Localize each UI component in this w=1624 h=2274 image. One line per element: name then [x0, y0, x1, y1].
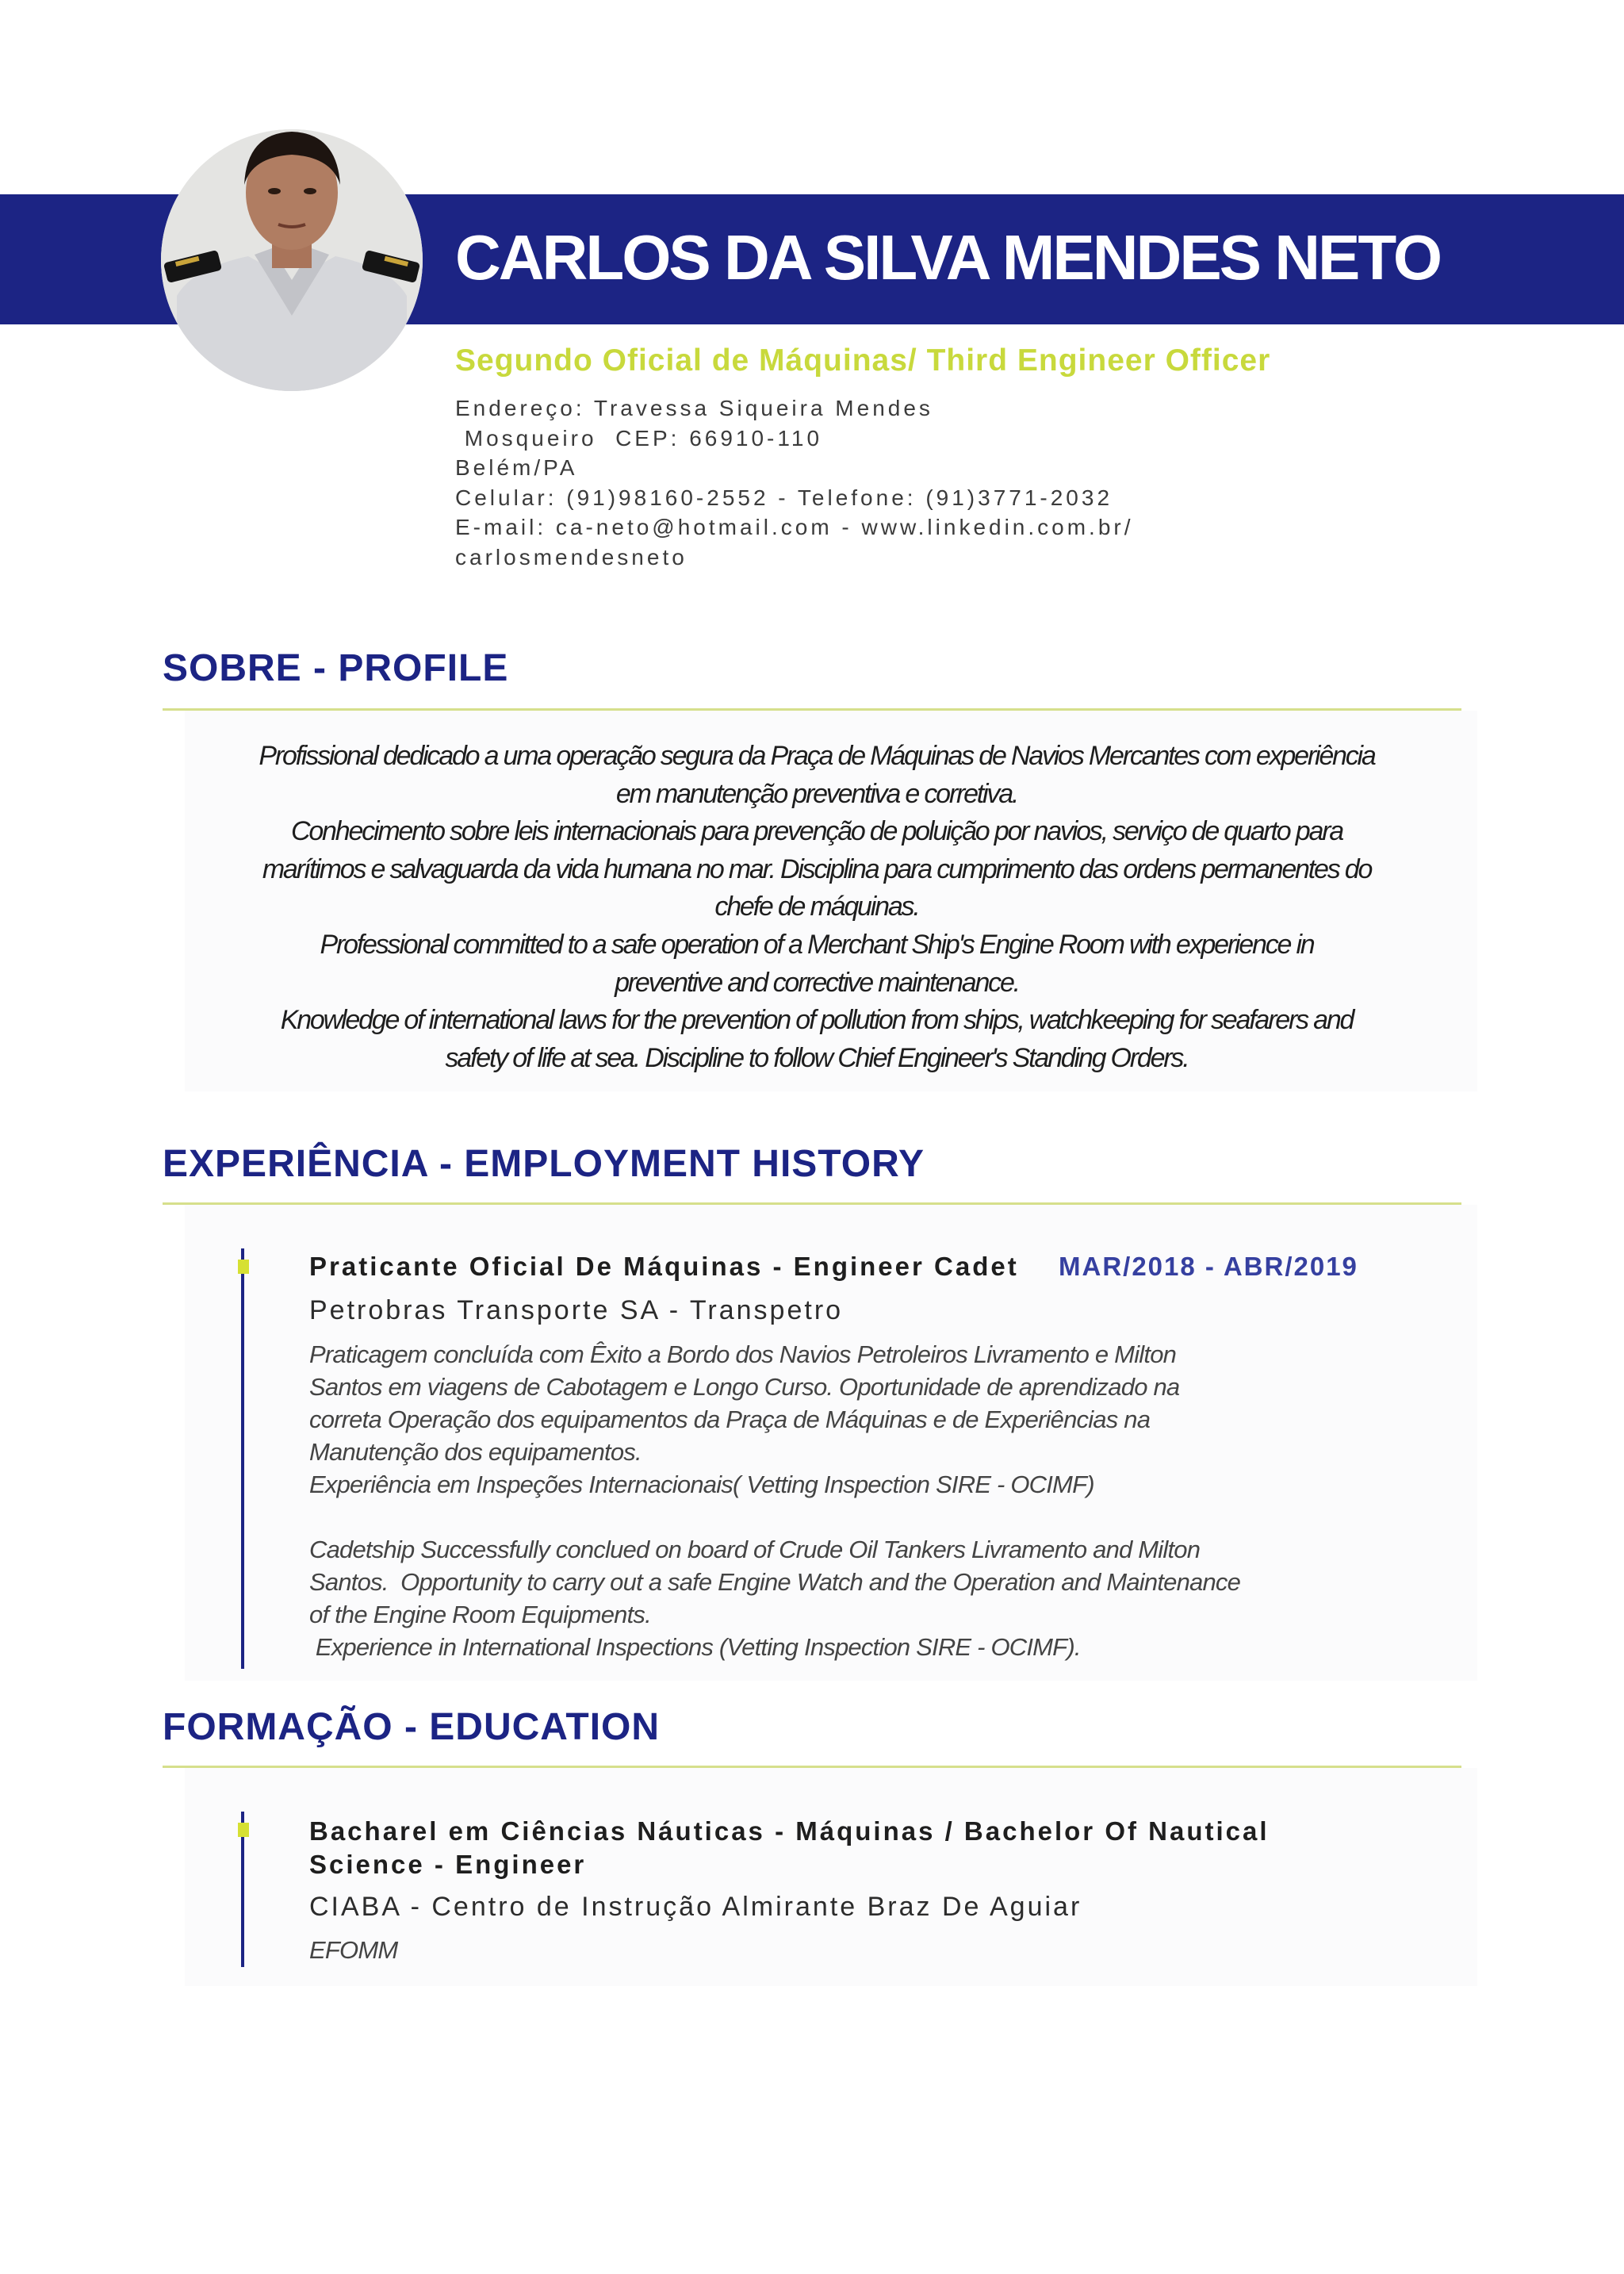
contact-info	[455, 393, 1134, 572]
experience-description	[309, 1338, 1240, 1663]
experience-description-line: Praticagem concluída com Êxito a Bordo dos Navios Petroleiros Livramento e Milton	[309, 1340, 1177, 1368]
education-degree-line: Science - Engineer	[309, 1850, 587, 1879]
education-degree	[309, 1815, 1270, 1881]
timeline-marker	[238, 1823, 249, 1837]
experience-description-line: Santos. Opportunity to carry out a safe Engine Watch and the Operation and Maintenance	[309, 1568, 1241, 1596]
experience-employer: Petrobras Transporte SA - Transpetro	[309, 1295, 844, 1325]
profile-photo	[161, 129, 423, 391]
profile-line: chefe de máquinas.	[714, 892, 919, 922]
contact-phones: Celular: (91)98160-2552 - Telefone: (91)3771-2032	[455, 485, 1113, 510]
experience-job-title: Praticante Oficial De Máquinas - Engineer Cadet	[309, 1252, 1019, 1281]
contact-neighborhood-cep: Mosqueiro CEP: 66910-110	[455, 425, 823, 451]
profile-photo-illustration	[161, 129, 423, 391]
education-institution: CIABA - Centro de Instrução Almirante Braz De Aguiar	[309, 1892, 1082, 1922]
job-title: Segundo Oficial de Máquinas/ Third Engineer Officer	[455, 343, 1271, 378]
education-note: EFOMM	[309, 1936, 398, 1964]
candidate-name: CARLOS DA SILVA MENDES NETO	[455, 222, 1441, 293]
contact-email-linkedin: E-mail: ca-neto@hotmail.com - www.linkedin.com.br/	[455, 515, 1134, 539]
education-degree-line: Bacharel em Ciências Náuticas - Máquinas / Bachelor Of Nautical	[309, 1816, 1270, 1846]
timeline-line	[241, 1248, 244, 1669]
experience-dates: MAR/2018 - ABR/2019	[1059, 1252, 1358, 1281]
section-title-education: FORMAÇÃO - EDUCATION	[163, 1706, 661, 1748]
profile-line: Professional committed to a safe operation of a Merchant Ship's Engine Room with experience in	[320, 929, 1314, 960]
experience-description-line: Manutenção dos equipamentos.	[309, 1438, 642, 1466]
profile-line: Profissional dedicado a uma operação segura da Praça de Máquinas de Navios Mercantes com experiência	[259, 741, 1375, 771]
contact-address: Endereço: Travessa Siqueira Mendes	[455, 396, 933, 420]
experience-description-line: Cadetship Successfully conclued on board of Crude Oil Tankers Livramento and Milton	[309, 1536, 1201, 1563]
profile-summary	[198, 738, 1435, 1077]
experience-description-line: Santos em viagens de Cabotagem e Longo Curso. Oportunidade de aprendizado na	[309, 1373, 1180, 1401]
profile-line: Conhecimento sobre leis internacionais para prevenção de poluição por navios, serviço de quarto para	[290, 816, 1343, 847]
experience-description-line: Experiência em Inspeções Internacionais( Vetting Inspection SIRE - OCIMF)	[309, 1471, 1094, 1498]
profile-line: em manutenção preventiva e corretiva.	[615, 778, 1018, 809]
section-title-experience: EXPERIÊNCIA - EMPLOYMENT HISTORY	[163, 1143, 925, 1185]
experience-description-line: of the Engine Room Equipments.	[309, 1601, 651, 1628]
timeline-marker	[238, 1260, 249, 1274]
section-title-profile: SOBRE - PROFILE	[163, 647, 509, 689]
experience-description-line: Experience in International Inspections (Vetting Inspection SIRE - OCIMF).	[309, 1633, 1081, 1661]
contact-city: Belém/PA	[455, 455, 578, 480]
profile-line: Knowledge of international laws for the prevention of pollution from ships, watchkeeping for seafarers and	[280, 1005, 1354, 1036]
profile-line: preventive and corrective maintenance.	[615, 967, 1019, 998]
experience-description-line	[309, 1501, 1240, 1533]
profile-line: safety of life at sea. Discipline to follow Chief Engineer's Standing Orders.	[445, 1042, 1189, 1073]
contact-linkedin-handle: carlosmendesneto	[455, 544, 688, 569]
experience-description-line: correta Operação dos equipamentos da Praça de Máquinas e de Experiências na	[309, 1405, 1151, 1433]
profile-line: marítimos e salvaguarda da vida humana no mar. Disciplina para cumprimento das ordens permanentes do	[262, 853, 1372, 884]
